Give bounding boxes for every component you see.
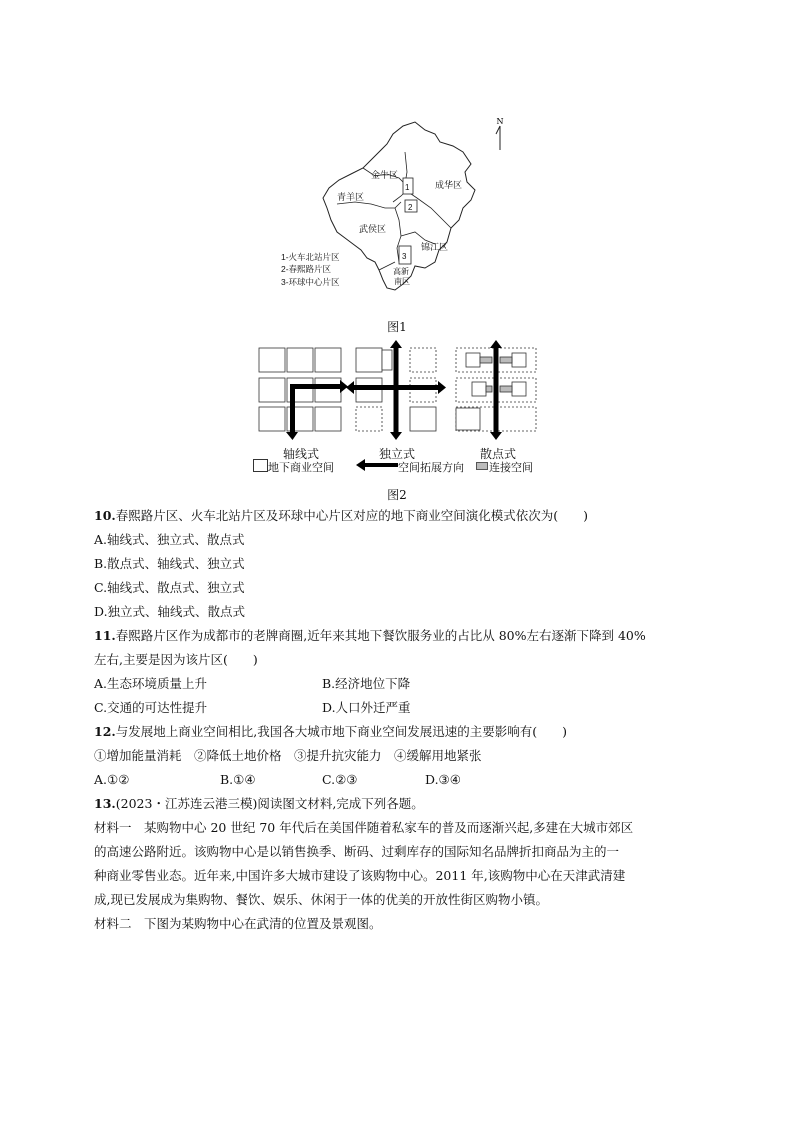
legend-direction-label: 空间拓展方向 — [398, 461, 464, 474]
legend-item-3: 3-环球中心片区 — [281, 277, 340, 287]
question-stem: 春熙路片区作为成都市的老牌商圈,近年来其地下餐饮服务业的占比从 80%左右逐渐下降到 40% — [115, 628, 646, 643]
option-10d: D.独立式、轴线式、散点式 — [94, 604, 246, 619]
marker-2: 2 — [408, 203, 413, 212]
legend-connect-label: 连接空间 — [489, 461, 533, 474]
question-13 — [94, 798, 424, 811]
legend-item-1: 1-火车北站片区 — [281, 252, 340, 262]
marker-3: 3 — [402, 252, 407, 261]
district-chenghua: 成华区 — [435, 180, 463, 190]
figure1-caption: 图1 — [387, 320, 407, 334]
option-10b: B.散点式、轴线式、独立式 — [94, 556, 245, 571]
marker-1: 1 — [405, 183, 410, 192]
option-12d: D.③④ — [425, 772, 461, 787]
question-11-stem-continued: 左右,主要是因为该片区( ) — [94, 652, 258, 667]
option-10a: A.轴线式、独立式、散点式 — [94, 532, 245, 547]
figure2-caption: 图2 — [387, 488, 407, 502]
option-11b: B.经济地位下降 — [322, 676, 411, 691]
label-independent-model: 独立式 — [379, 447, 416, 461]
question-stem: 春熙路片区、火车北站片区及环球中心片区对应的地下商业空间演化模式依次为( ) — [115, 508, 589, 523]
legend-connect-icon — [476, 462, 488, 470]
material1-line-3: 种商业零售业态。近年来,中国许多大城市建设了该购物中心。2011 年,该购物中心在天津武清建 — [94, 868, 626, 883]
option-10c: C.轴线式、散点式、独立式 — [94, 580, 245, 595]
question-number: 10. — [94, 508, 116, 523]
underground-space-models — [250, 338, 550, 448]
question-12 — [94, 726, 567, 739]
material1-line-4: 成,现已发展成为集购物、餐饮、娱乐、休闲于一体的优美的开放性街区购物小镇。 — [94, 892, 548, 907]
question-number: 13. — [94, 796, 116, 811]
district-wuhou: 武侯区 — [359, 224, 387, 234]
legend-item-2: 2-春熙路片区 — [281, 264, 332, 274]
north-label: N — [496, 117, 504, 126]
option-12c: C.②③ — [322, 772, 358, 787]
north-arrow-icon — [496, 126, 500, 150]
question-number: 11. — [94, 628, 116, 643]
legend-underground-label: 地下商业空间 — [268, 461, 334, 474]
question-11 — [94, 630, 646, 643]
question-number: 12. — [94, 724, 116, 739]
option-12a: A.①② — [94, 772, 130, 787]
district-jinjiang: 锦江区 — [421, 242, 449, 252]
question-12-items: ①增加能量消耗 ②降低土地价格 ③提升抗灾能力 ④缓解用地紧张 — [94, 748, 482, 763]
label-scatter-model: 散点式 — [480, 447, 517, 461]
district-jinniu: 金牛区 — [371, 170, 399, 180]
question-10 — [94, 510, 588, 523]
option-12b: B.①④ — [220, 772, 256, 787]
legend-direction-arrow-icon — [356, 459, 398, 471]
option-11d: D.人口外迁严重 — [322, 700, 411, 715]
option-11c: C.交通的可达性提升 — [94, 700, 208, 715]
district-gaoxin: 高新 — [393, 267, 409, 276]
option-11a: A.生态环境质量上升 — [94, 676, 208, 691]
question-stem: 与发展地上商业空间相比,我国各大城市地下商业空间发展迅速的主要影响有( ) — [115, 724, 567, 739]
question-stem: (2023・江苏连云港三模)阅读图文材料,完成下列各题。 — [115, 796, 424, 811]
label-axis-model: 轴线式 — [283, 447, 320, 461]
district-qingyang: 青羊区 — [337, 192, 365, 202]
material1-line-2: 的高速公路附近。该购物中心是以销售换季、断码、过剩库存的国际知名品牌折扣商品为主的一 — [94, 844, 620, 859]
district-nanqu: 南区 — [394, 277, 410, 286]
material1-line-1: 材料一 某购物中心 20 世纪 70 年代后在美国伴随着私家车的普及而逐渐兴起,多建在大城市郊区 — [94, 820, 634, 835]
chengdu-district-map — [275, 112, 525, 302]
material2: 材料二 下图为某购物中心在武清的位置及景观图。 — [94, 916, 382, 931]
legend-underground-box-icon — [253, 459, 268, 472]
